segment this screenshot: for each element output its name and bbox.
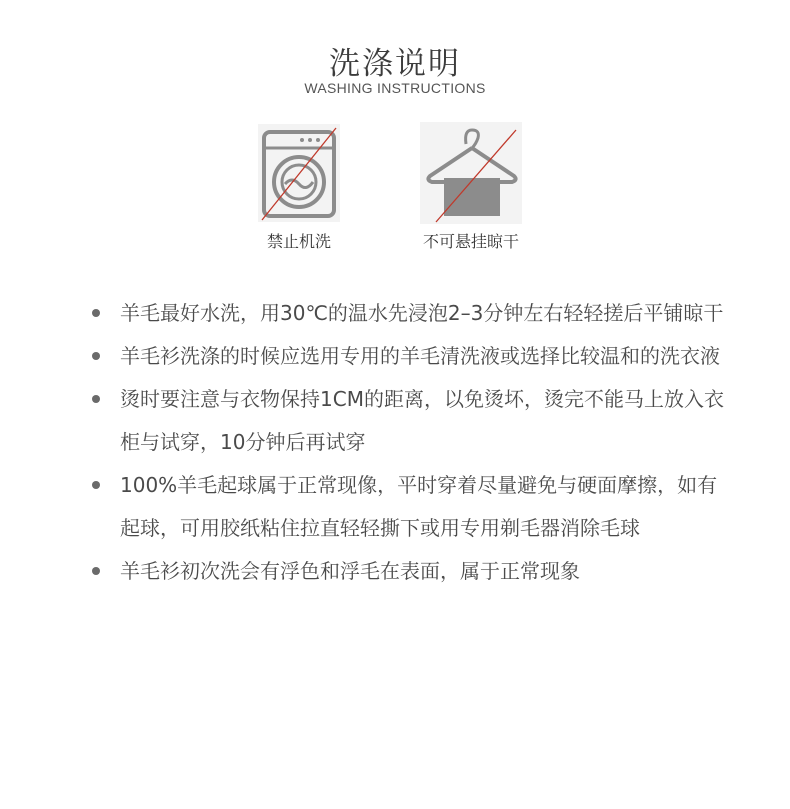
page-title: 洗涤说明 <box>329 46 461 82</box>
bullet-dot <box>92 481 100 489</box>
no-machine-wash-label: 禁止机洗 <box>266 232 331 251</box>
instruction-text: 羊毛衫初次洗会有浮色和浮毛在表面，属于正常现象 <box>120 559 580 583</box>
no-machine-wash-icon <box>258 124 340 222</box>
bullet-dot <box>92 352 100 360</box>
no-hang-dry-icon <box>420 122 522 224</box>
list-item <box>88 378 728 464</box>
list-item <box>88 550 728 593</box>
instruction-text: 羊毛衫洗涤的时候应选用专用的羊毛清洗液或选择比较温和的洗衣液 <box>120 344 720 368</box>
no-hang-dry-label: 不可悬挂晾干 <box>422 232 519 251</box>
list-item <box>88 292 728 335</box>
bullet-dot <box>92 567 100 575</box>
bullet-dot <box>92 395 100 403</box>
instruction-text: 100%羊毛起球属于正常现像，平时穿着尽量避免与硬面摩擦，如有起球，可用胶纸粘住拉直轻轻撕下或用专用剃毛器消除毛球 <box>120 473 718 540</box>
page-subtitle: WASHING INSTRUCTIONS <box>304 80 486 96</box>
bullet-dot <box>92 309 100 317</box>
instruction-text: 烫时要注意与衣物保持1CM的距离，以免烫坏，烫完不能马上放入衣柜与试穿，10分钟后再试穿 <box>120 387 724 454</box>
instructions-list <box>88 292 728 593</box>
list-item <box>88 335 728 378</box>
list-item <box>88 464 728 550</box>
instruction-text: 羊毛最好水洗，用30℃的温水先浸泡2–3分钟左右轻轻搓后平铺晾干 <box>120 301 724 325</box>
